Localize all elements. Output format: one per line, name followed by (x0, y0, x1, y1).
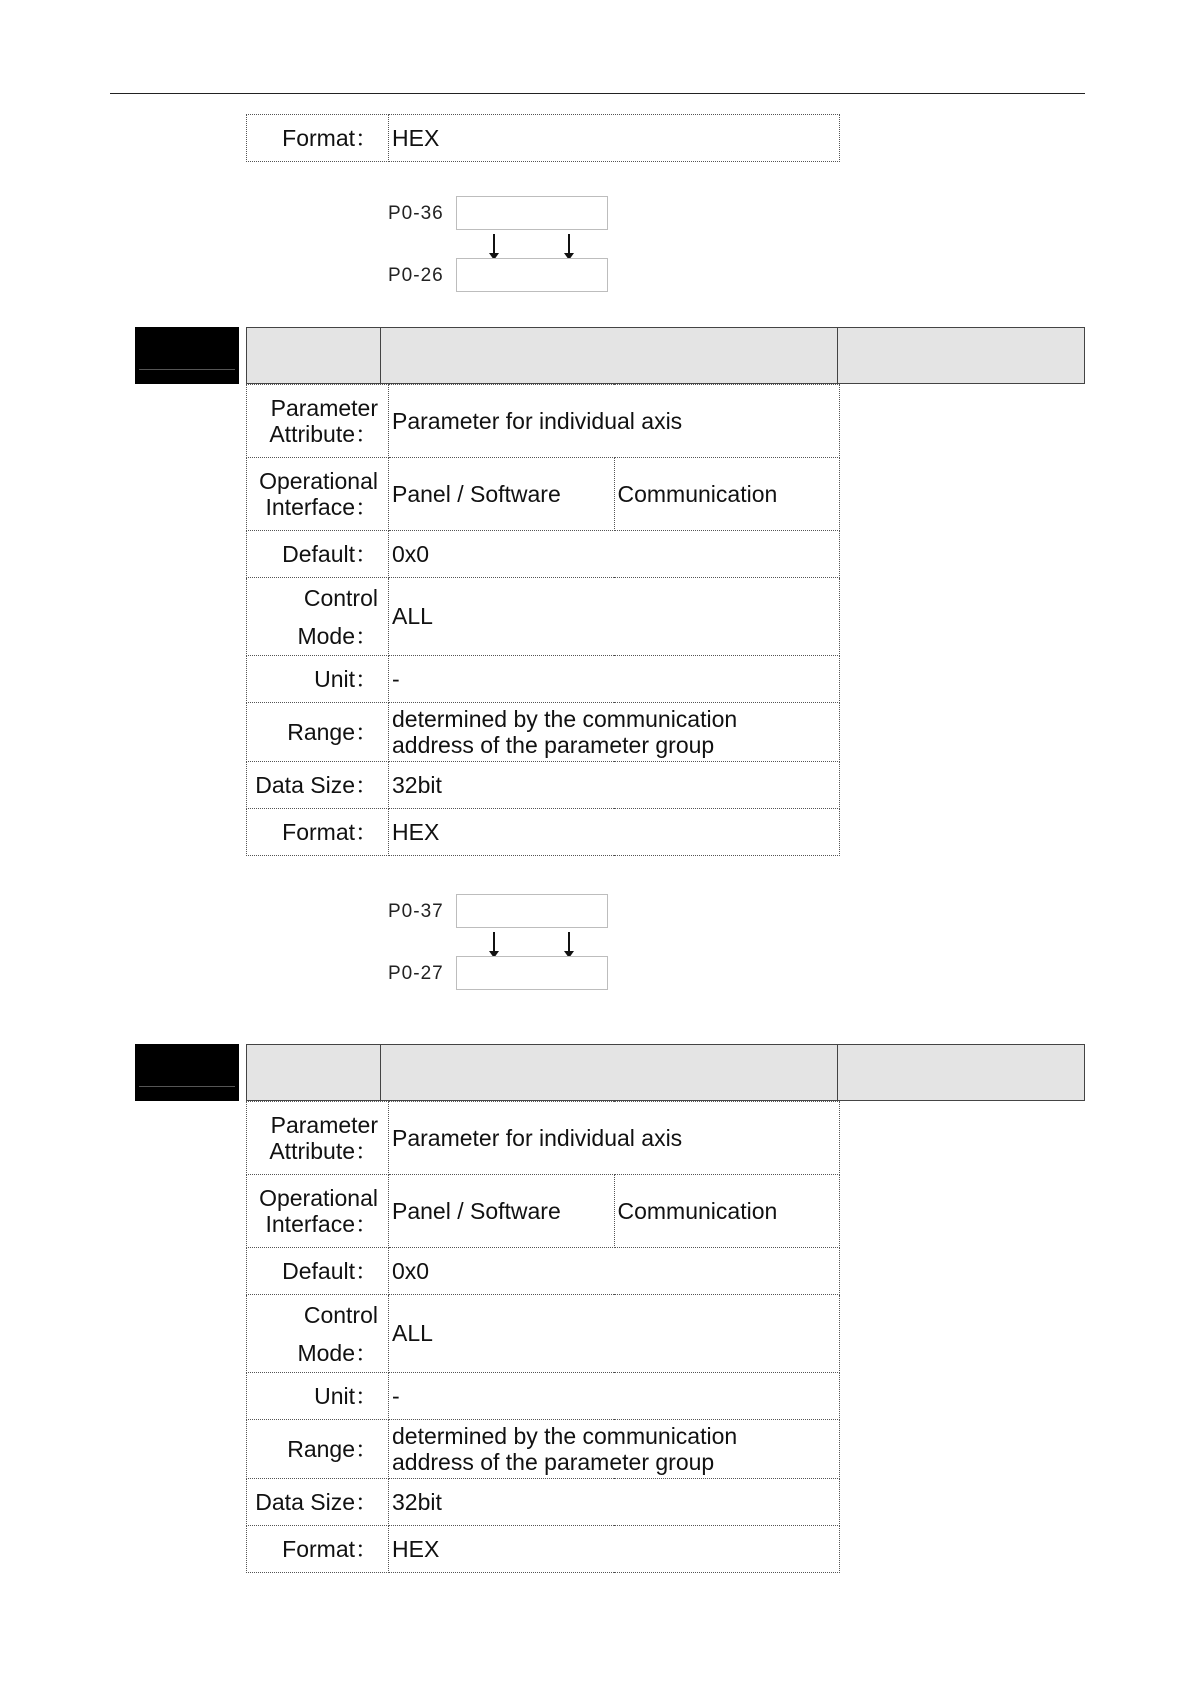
attribute-value: Parameter for individual axis (389, 385, 840, 458)
mapping-lower-box (456, 956, 608, 990)
parameter-name-cell (380, 327, 838, 384)
page-header-rule (110, 93, 1085, 94)
bit-mapping-diagram-1 (380, 196, 620, 296)
interface-panel: Panel / Software (389, 1175, 615, 1248)
range-label: Range： (247, 703, 389, 762)
mapping-lower-label: P0-27 (388, 963, 444, 984)
bit-mapping-diagram-2 (380, 894, 620, 994)
format-label: Format： (247, 809, 389, 856)
format-value: HEX (389, 1526, 840, 1573)
default-label: Default： (247, 531, 389, 578)
data-size-label: Data Size： (247, 762, 389, 809)
unit-value: - (389, 656, 840, 703)
control-mode-label: Control Mode： (247, 1295, 389, 1373)
attribute-value: Parameter for individual axis (389, 1102, 840, 1175)
down-arrow-icon (568, 234, 570, 254)
range-label: Range： (247, 1420, 389, 1479)
format-label: Format： (247, 115, 389, 162)
unit-label: Unit： (247, 656, 389, 703)
format-label: Format： (247, 1526, 389, 1573)
down-arrow-icon (568, 932, 570, 952)
unit-label: Unit： (247, 1373, 389, 1420)
mapping-upper-label: P0-36 (388, 203, 444, 224)
default-value: 0x0 (389, 1248, 840, 1295)
mapping-upper-box (456, 196, 608, 230)
mapping-upper-box (456, 894, 608, 928)
down-arrow-icon (493, 234, 495, 254)
data-size-value: 32bit (389, 762, 840, 809)
range-value: determined by the communication address of the parameter group (389, 1420, 840, 1479)
parameter-code-block (135, 1044, 239, 1101)
range-value: determined by the communication address of the parameter group (389, 703, 840, 762)
default-label: Default： (247, 1248, 389, 1295)
parameter-address-cell (246, 1044, 381, 1101)
parameter-properties-table-2 (246, 1101, 840, 1573)
mapping-upper-label: P0-37 (388, 901, 444, 922)
mapping-lower-box (456, 258, 608, 292)
parameter-address-cell (246, 327, 381, 384)
format-value: HEX (389, 809, 840, 856)
default-value: 0x0 (389, 531, 840, 578)
parameter-name-cell (380, 1044, 838, 1101)
prev-parameter-format-table (246, 114, 840, 162)
control-mode-label: Control Mode： (247, 578, 389, 656)
interface-communication: Communication (614, 1175, 840, 1248)
parameter-address-code-cell (837, 1044, 1085, 1101)
parameter-code-block (135, 327, 239, 384)
format-value: HEX (389, 115, 840, 162)
data-size-label: Data Size： (247, 1479, 389, 1526)
interface-panel: Panel / Software (389, 458, 615, 531)
attribute-label: Parameter Attribute： (247, 1102, 389, 1175)
interface-label: Operational Interface： (247, 458, 389, 531)
control-mode-value: ALL (389, 1295, 840, 1373)
attribute-label: Parameter Attribute： (247, 385, 389, 458)
interface-label: Operational Interface： (247, 1175, 389, 1248)
interface-communication: Communication (614, 458, 840, 531)
parameter-properties-table-1 (246, 384, 840, 856)
data-size-value: 32bit (389, 1479, 840, 1526)
parameter-address-code-cell (837, 327, 1085, 384)
mapping-lower-label: P0-26 (388, 265, 444, 286)
control-mode-value: ALL (389, 578, 840, 656)
down-arrow-icon (493, 932, 495, 952)
unit-value: - (389, 1373, 840, 1420)
